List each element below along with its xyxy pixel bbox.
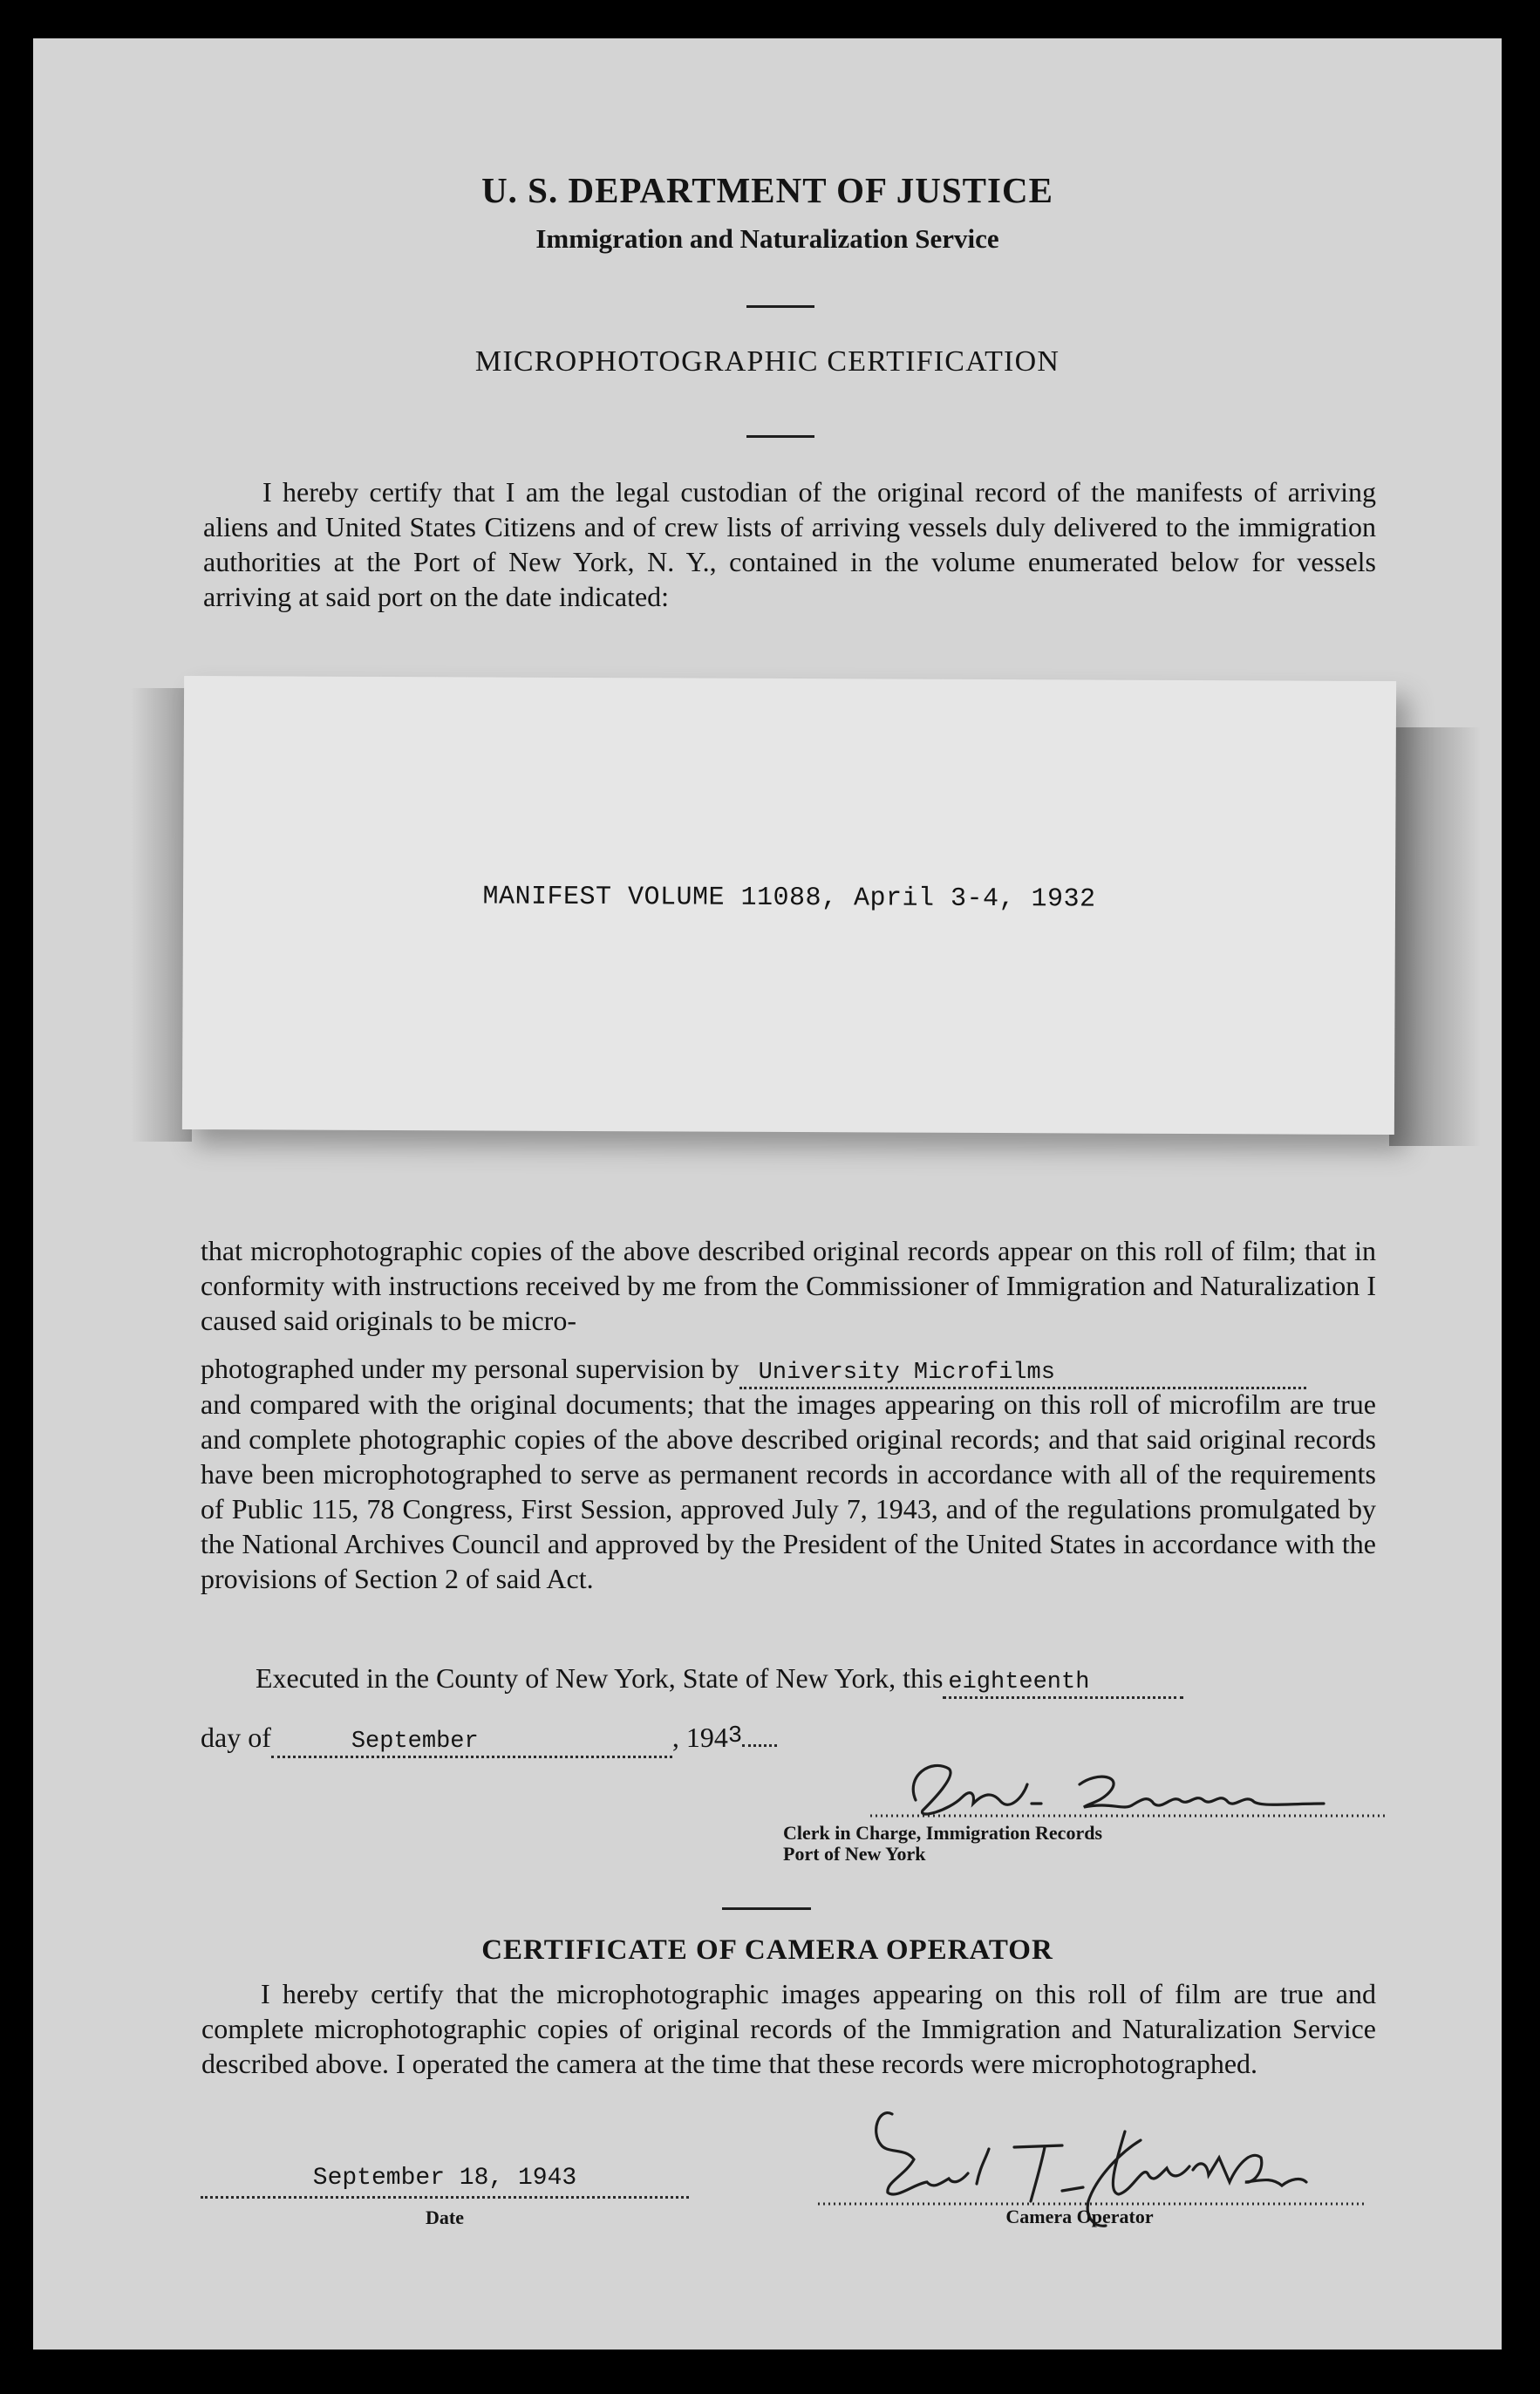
month-field xyxy=(271,1723,672,1758)
card-shadow-right xyxy=(1389,727,1481,1146)
year-prefix: , 194 xyxy=(671,1722,728,1753)
copies-paragraph-part3: and compared with the original documents; that the images appearing on this roll of microfilm are true and complete photographic copies of the above described original records; and that said original records have been microphotographed to serve as permanent records in accordance with all of the requirements of Public 115, 78 Congress, First Session, approved July 7, 1943, and of the regulations promulgated by the National Archives Council and approved by the President of the United States in accordance with the provisions of Section 2 of said Act. xyxy=(201,1388,1376,1594)
executed-day: eighteenth xyxy=(948,1669,1090,1695)
clerk-title xyxy=(783,1823,1306,1865)
day-of-label: day of xyxy=(201,1722,271,1753)
divider-operator xyxy=(722,1907,811,1910)
service-subtitle: Immigration and Naturalization Service xyxy=(535,223,999,254)
operator-paragraph: I hereby certify that the microphotographic images appearing on this roll of film are true and complete microphotographic copies of original records of the Immigration and Naturalization Service described above. I operated the camera at the time that these records were microphotographed. xyxy=(201,1978,1376,2079)
certificate-page xyxy=(33,38,1502,2350)
operator-certificate-title: CERTIFICATE OF CAMERA OPERATOR xyxy=(481,1934,1053,1966)
day-field xyxy=(943,1664,1183,1699)
operator-date-block xyxy=(201,2163,689,2228)
divider-second xyxy=(746,435,814,438)
divider-top xyxy=(746,305,814,308)
executed-month: September xyxy=(351,1729,479,1755)
supervision-line xyxy=(201,1351,1376,1389)
copies-paragraph-part1: that microphotographic copies of the above described original records appear on this roll of film; that in conformity with instructions received by me from the Commissioner of Immigration and Naturalization I caused said originals to be micro- xyxy=(201,1235,1376,1336)
executed-line xyxy=(256,1661,1380,1699)
custodian-paragraph: I hereby certify that I am the legal custodian of the original record of the manifests of arriving aliens and United States Citizens and of crew lists of arriving vessels duly delivered to the immigration authorities at the Port of New York, N. Y., contained in the volume enumerated below for vessels arriving at said port on the date indicated: xyxy=(203,476,1376,612)
clerk-title-line1: Clerk in Charge, Immigration Records xyxy=(783,1822,1103,1844)
agency-title: U. S. DEPARTMENT OF JUSTICE xyxy=(481,170,1053,210)
photographer-field xyxy=(739,1354,1306,1389)
clerk-signature xyxy=(870,1749,1385,1828)
executed-label: Executed in the County of New York, State of New York, this xyxy=(256,1662,944,1694)
year-digit: 3 xyxy=(727,1723,743,1749)
operator-date-value: September 18, 1943 xyxy=(312,2165,577,2192)
supervision-label: photographed under my personal supervision by xyxy=(201,1353,739,1384)
manifest-card xyxy=(182,676,1396,1135)
photographer-name: University Microfilms xyxy=(758,1360,1055,1386)
manifest-volume-text: MANIFEST VOLUME 11088, April 3-4, 1932 xyxy=(482,882,1096,915)
day-of-line xyxy=(201,1720,898,1759)
clerk-title-line2: Port of New York xyxy=(783,1843,926,1865)
operator-date-label: Date xyxy=(426,2206,464,2228)
year-dots xyxy=(742,1744,777,1747)
operator-date-line xyxy=(201,2196,689,2199)
certification-title: MICROPHOTOGRAPHIC CERTIFICATION xyxy=(474,345,1060,378)
camera-operator-label: Camera Operator xyxy=(1005,2206,1154,2227)
